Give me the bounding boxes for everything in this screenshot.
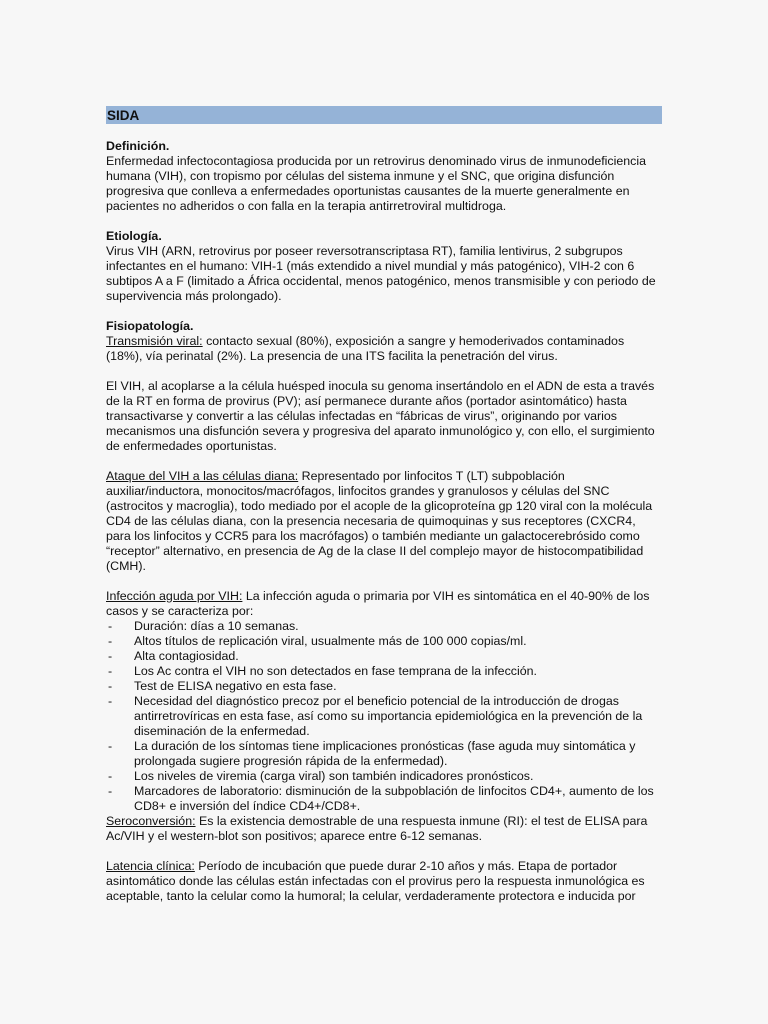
transmision-label: Transmisión viral: [106, 334, 203, 348]
latencia-label: Latencia clínica: [106, 859, 195, 873]
list-item-text: Marcadores de laboratorio: disminución de la subpoblación de linfocitos CD4+, aumento de los CD8+ e inversión del índice CD4+/CD8+. [134, 784, 654, 813]
etiologia-text: Virus VIH (ARN, retrovirus por poseer reversotranscriptasa RT), familia lentivirus, 2 subgrupos infectantes en el humano: VIH-1 (más extendido a nivel mundial y más patogénico), VIH-2 con 6 subtipos A a F (limitado a África occidental, menos patogénico, menos transmisible y con periodo de supervivencia más prolongado). [106, 244, 656, 303]
definicion-heading: Definición. [106, 139, 170, 153]
seroconversion-paragraph [106, 814, 662, 844]
list-item [106, 739, 662, 769]
list-item [106, 664, 662, 679]
list-item-text: Test de ELISA negativo en esta fase. [134, 679, 337, 693]
bullet-dash: - [108, 739, 113, 753]
etiologia-heading: Etiología. [106, 229, 162, 243]
ataque-paragraph [106, 469, 662, 574]
list-item [106, 769, 662, 784]
infeccion-text: La infección aguda o primaria por VIH es sintomática en el 40-90% de los casos y se caracteriza por: [106, 589, 650, 618]
infeccion-list [106, 619, 662, 814]
list-item [106, 784, 662, 814]
fisiopatologia-heading: Fisiopatología. [106, 319, 194, 333]
seroconversion-label: Seroconversión: [106, 814, 196, 828]
infeccion-label: Infección aguda por VIH: [106, 589, 243, 603]
infeccion-paragraph [106, 589, 662, 619]
list-item [106, 649, 662, 664]
list-item-text: Necesidad del diagnóstico precoz por el beneficio potencial de la introducción de drogas antirretrovíricas en esta fase, así como su importancia epidemiológica en la prevención de la diseminación de la enfermedad. [134, 694, 643, 738]
ataque-text: Representado por linfocitos T (LT) subpoblación auxiliar/inductora, monocitos/macrófagos, linfocitos grandes y granulosos y células del SNC (astrocitos y macroglia), todo mediado por el acople de la glicoproteína gp 120 viral con la molécula CD4 de las células diana, con la presencia necesaria de quimoquinas y sus receptores (CXCR4, para los linfocitos y CCR5 para los macrófagos) o también mediante un galactocerebrósido como “receptor” alternativo, en presencia de Ag de la clase II del complejo mayor de histocompatibilidad (CMH). [106, 469, 653, 573]
list-item-text: Alta contagiosidad. [134, 649, 239, 663]
document-page [106, 106, 662, 904]
latencia-paragraph [106, 859, 662, 904]
vih-paragraph: El VIH, al acoplarse a la célula huésped inocula su genoma insertándolo en el ADN de esta a través de la RT en forma de provirus (PV); así permanece durante años (portador asintomático) hasta transactivarse y convertir a las células infectadas en “fábricas de virus”, originando por varios mecanismos una disfunción severa y progresiva del aparato inmunológico y, con ello, el surgimiento de enfermedades oportunistas. [106, 379, 655, 453]
document-title: SIDA [106, 106, 662, 124]
ataque-label: Ataque del VIH a las células diana: [106, 469, 299, 483]
bullet-dash: - [108, 664, 113, 678]
transmision-text: contacto sexual (80%), exposición a sangre y hemoderivados contaminados (18%), vía perinatal (2%). La presencia de una ITS facilita la penetración del virus. [106, 334, 625, 363]
latencia-text: Período de incubación que puede durar 2-10 años y más. Etapa de portador asintomático donde las células están infectadas con el provirus pero la respuesta inmunológica es aceptable, tanto la celular como la humoral; la celular, verdaderamente protectora e inducida por [106, 859, 645, 903]
list-item-text: Los niveles de viremia (carga viral) son también indicadores pronósticos. [134, 769, 534, 783]
list-item-text: Altos títulos de replicación viral, usualmente más de 100 000 copias/ml. [134, 634, 527, 648]
bullet-dash: - [108, 634, 113, 648]
bullet-dash: - [108, 694, 113, 708]
list-item-text: Duración: días a 10 semanas. [134, 619, 299, 633]
bullet-dash: - [108, 649, 113, 663]
bullet-dash: - [108, 784, 113, 798]
list-item-text: Los Ac contra el VIH no son detectados en fase temprana de la infección. [134, 664, 537, 678]
bullet-dash: - [108, 769, 113, 783]
list-item [106, 619, 662, 634]
bullet-dash: - [108, 679, 113, 693]
list-item-text: La duración de los síntomas tiene implicaciones pronósticas (fase aguda muy sintomática y prolongada sugiere progresión rápida de la enfermedad). [134, 739, 636, 768]
seroconversion-text: Es la existencia demostrable de una respuesta inmune (RI): el test de ELISA para Ac/VIH y el western-blot son positivos; aparece entre 6-12 semanas. [106, 814, 648, 843]
bullet-dash: - [108, 619, 113, 633]
list-item [106, 679, 662, 694]
list-item [106, 694, 662, 739]
transmision-paragraph [106, 334, 662, 364]
definicion-text: Enfermedad infectocontagiosa producida por un retrovirus denominado virus de inmunodeficiencia humana (VIH), con tropismo por células del sistema inmune y el SNC, que origina disfunción progresiva que conlleva a enfermedades oportunistas causantes de la muerte generalmente en pacientes no adheridos o con falla en la terapia antirretroviral multidroga. [106, 154, 647, 213]
list-item [106, 634, 662, 649]
